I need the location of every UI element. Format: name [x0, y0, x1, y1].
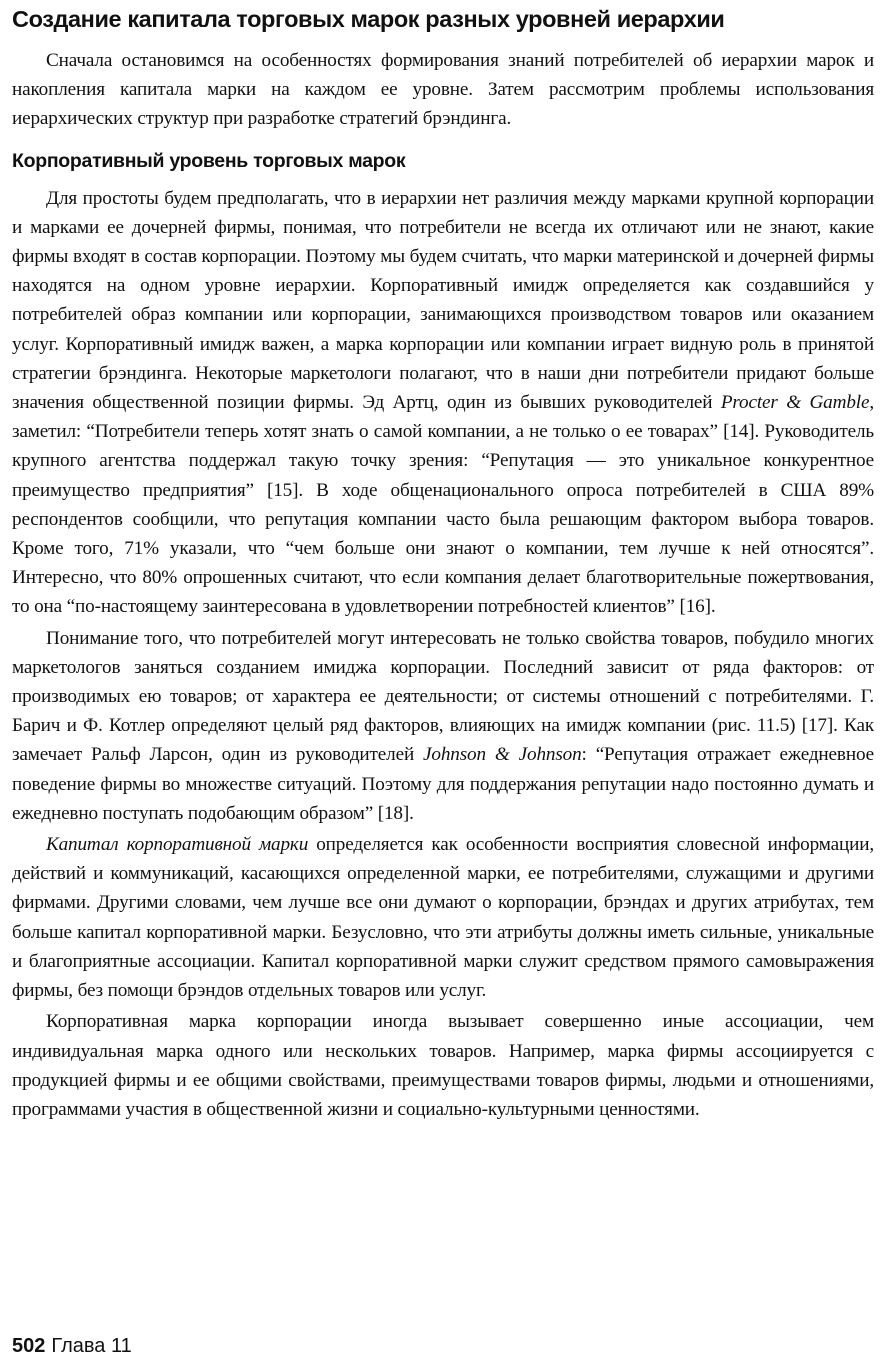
company-name: Procter & Gamble — [720, 392, 870, 414]
paragraph-text: , заметил: “Потребители теперь хотят знать о самой компании, а не только о ее товарах” [14]. Руководитель крупного агентства поддержал такую точку зрения: “Репутация — это уникальное конкурентное преимущество предприятия” [15]. В ходе общенационального опроса потребителей в США 89% респондентов сообщили, что репутация компании часто была решающим фактором выбора товаров. Кроме того, 71% указали, что “чем больше они знают о компании, тем лучше к ней относятся”. Интересно, что 80% опрошенных считают, что если компания делает благотворительные пожертвования, то она “по-настоящему заинтересована в удовлетворении потребностей клиентов” [16]. — [12, 392, 874, 618]
company-name: Johnson & Johnson — [423, 744, 582, 766]
chapter-label: Глава 11 — [51, 1335, 132, 1357]
paragraph-corporate-equity — [12, 830, 874, 1005]
paragraph-corporate-factors — [12, 624, 874, 828]
paragraph-text: Для простоты будем предполагать, что в иерархии нет различия между марками крупной корпорации и марками ее дочерней фирмы, понимая, что потребители не всегда их отличают или не знают, какие фирмы входят в состав корпорации. Поэтому мы будем считать, что марки материнской и дочерней фирмы находятся на одном уровне иерархии. Корпоративный имидж определяется как создавшийся у потребителей образ компании или корпорации, занимающихся производством товаров или оказанием услуг. Корпоративный имидж важен, а марка корпорации или компании играет видную роль в принятой стратегии брэндинга. Некоторые маркетологи полагают, что в наши дни потребители придают больше значения общественной позиции фирмы. Эд Артц, один из бывших руководителей — [12, 187, 874, 414]
page-footer — [12, 1334, 132, 1358]
paragraph-text: : “Репутация отражает ежедневное поведение фирмы во множестве ситуаций. Поэтому для поддержания репутации надо постоянно думать и ежедневно поступать подобающим образом” [18]. — [12, 744, 874, 824]
paragraph-corporate-image — [12, 184, 874, 622]
paragraph-text: определяется как особенности восприятия словесной информации, действий и коммуникаций, касающихся определенной марки, ее потребителями, служащими и другими фирмами. Другими словами, чем лучше все они думают о корпорации, брэндах и других атрибутах, тем больше капитал корпоративной марки. Безусловно, что эти атрибуты должны иметь сильные, уникальные и благоприятные ассоциации. Капитал корпоративной марки служит средством прямого самовыражения фирмы, без помощи брэндов отдельных товаров или услуг. — [12, 834, 874, 1002]
subsection-title: Корпоративный уровень торговых марок — [12, 149, 406, 172]
page-number: 502 — [12, 1335, 46, 1357]
paragraph-corporate-associations: Корпоративная марка корпорации иногда вызывает совершенно иные ассоциации, чем индивидуальная марка одного или нескольких товаров. Например, марка фирмы ассоциируется с продукцией фирмы и ее общими свойствами, преимуществами товаров фирмы, людьми и отношениями, программами участия в общественной жизни и социально-культурными ценностями. — [12, 1011, 874, 1120]
intro-paragraph: Сначала остановимся на особенностях формирования знаний потребителей об иерархии марок и накопления капитала марки на каждом ее уровне. Затем рассмотрим проблемы использования иерархических структур при разработке стратегий брэндинга. — [12, 50, 874, 130]
section-title: Создание капитала торговых марок разных уровней иерархии — [12, 6, 725, 32]
document-page — [12, 4, 874, 1124]
paragraph-text: Понимание того, что потребителей могут интересовать не только свойства товаров, побудило многих маркетологов заняться созданием имиджа корпорации. Последний зависит от ряда факторов: от производимых ею товаров; от характера ее деятельности; от системы отношений с потребителями. Г. Барич и Ф. Котлер определяют целый ряд факторов, влияющих на имидж компании (рис. 11.5) [17]. Как замечает Ральф Ларсон, один из руководителей — [12, 627, 874, 766]
defined-term: Капитал корпоративной марки — [46, 834, 309, 856]
